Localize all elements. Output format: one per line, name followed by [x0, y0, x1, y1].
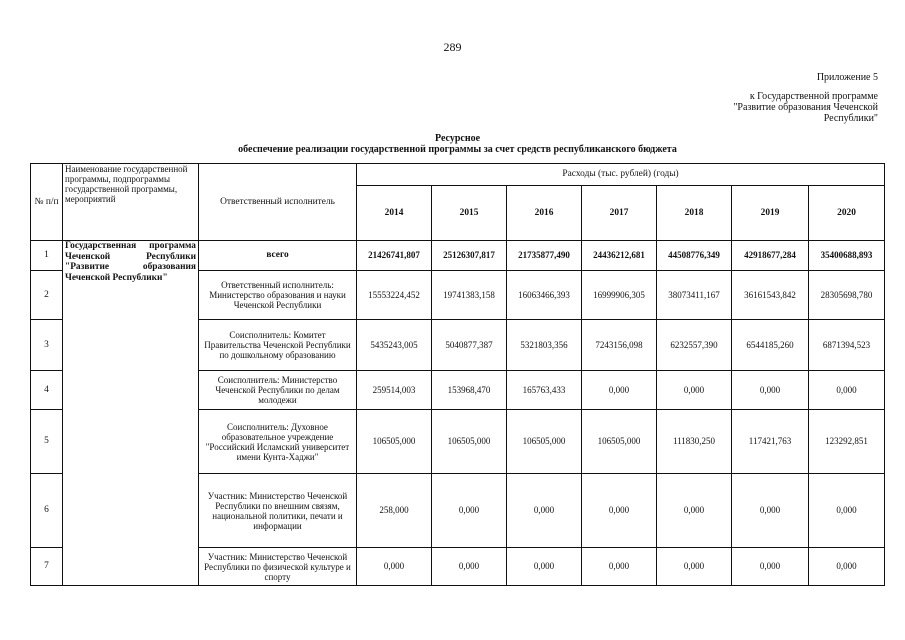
title-line-2: обеспечение реализации государственной программы за счет средств республиканского бюджета [238, 144, 677, 155]
row-value: 0,000 [582, 548, 657, 586]
budget-table [30, 163, 885, 586]
appendix-line-2: "Развитие образования Чеченской [733, 102, 878, 113]
row-value: 111830,250 [657, 410, 732, 474]
row-executor: Соисполнитель: Духовное образовательное учреждение "Российский Исламский университет имени Кунта-Хаджи" [199, 410, 357, 474]
row-value: 0,000 [732, 474, 809, 548]
row-value: 0,000 [507, 548, 582, 586]
row-value: 0,000 [657, 371, 732, 410]
row-value: 6871394,523 [809, 320, 885, 371]
header-year: 2014 [357, 186, 432, 241]
row-executor: Соисполнитель: Комитет Правительства Чеченской Республики по дошкольному образованию [199, 320, 357, 371]
row-value: 106505,000 [582, 410, 657, 474]
row-value: 106505,000 [432, 410, 507, 474]
row-num: 2 [31, 271, 63, 320]
row-value: 5040877,387 [432, 320, 507, 371]
row-value: 123292,851 [809, 410, 885, 474]
row-value: 38073411,167 [657, 271, 732, 320]
row-value: 19741383,158 [432, 271, 507, 320]
row-value: 28305698,780 [809, 271, 885, 320]
row-num: 6 [31, 474, 63, 548]
row-value: 0,000 [657, 548, 732, 586]
header-num: № п/п [31, 164, 63, 241]
header-executor: Ответственный исполнитель [199, 164, 357, 241]
row-value: 0,000 [582, 474, 657, 548]
row-value: 21426741,807 [357, 241, 432, 271]
row-value: 36161543,842 [732, 271, 809, 320]
row-executor: Соисполнитель: Министерство Чеченской Республики по делам молодежи [199, 371, 357, 410]
row-value: 0,000 [809, 371, 885, 410]
header-year: 2017 [582, 186, 657, 241]
row-value: 35400688,893 [809, 241, 885, 271]
row-value: 5435243,005 [357, 320, 432, 371]
row-num: 1 [31, 241, 63, 271]
row-value: 25126307,817 [432, 241, 507, 271]
row-value: 0,000 [582, 371, 657, 410]
row-value: 6544185,260 [732, 320, 809, 371]
row-value: 0,000 [732, 371, 809, 410]
row-num: 5 [31, 410, 63, 474]
page-number: 289 [443, 40, 462, 54]
program-name: Государственная программа Чеченской Республики "Развитие образования Чеченской Республики" [63, 241, 199, 586]
row-value: 0,000 [732, 548, 809, 586]
header-row-1 [31, 164, 885, 186]
table-row [31, 241, 885, 271]
row-value: 0,000 [357, 548, 432, 586]
row-num: 4 [31, 371, 63, 410]
appendix-line-1: к Государственной программе [749, 91, 878, 102]
row-value: 21735877,490 [507, 241, 582, 271]
row-executor: Участник: Министерство Чеченской Республики по физической культуре и спорту [199, 548, 357, 586]
header-year: 2018 [657, 186, 732, 241]
row-value: 0,000 [657, 474, 732, 548]
row-value: 117421,763 [732, 410, 809, 474]
appendix-line-3: Республики" [823, 113, 878, 124]
row-value: 0,000 [432, 474, 507, 548]
row-value: 24436212,681 [582, 241, 657, 271]
document-title [0, 133, 905, 155]
row-value: 165763,433 [507, 371, 582, 410]
row-executor: Ответственный исполнитель: Министерство образования и науки Чеченской Республики [199, 271, 357, 320]
header-year: 2015 [432, 186, 507, 241]
row-value: 106505,000 [507, 410, 582, 474]
header-year: 2016 [507, 186, 582, 241]
row-value: 7243156,098 [582, 320, 657, 371]
row-num: 7 [31, 548, 63, 586]
row-value: 0,000 [432, 548, 507, 586]
row-value: 44508776,349 [657, 241, 732, 271]
row-value: 258,000 [357, 474, 432, 548]
row-num: 3 [31, 320, 63, 371]
row-value: 0,000 [507, 474, 582, 548]
header-year: 2019 [732, 186, 809, 241]
row-value: 15553224,452 [357, 271, 432, 320]
row-value: 6232557,390 [657, 320, 732, 371]
row-value: 5321803,356 [507, 320, 582, 371]
row-value: 106505,000 [357, 410, 432, 474]
title-line-1: Ресурсное [434, 133, 481, 144]
row-value: 259514,003 [357, 371, 432, 410]
row-executor: Участник: Министерство Чеченской Республики по внешним связям, национальной политики, печати и информации [199, 474, 357, 548]
appendix-label: Приложение 5 [816, 72, 878, 83]
row-executor: всего [199, 241, 357, 271]
header-year: 2020 [809, 186, 885, 241]
row-value: 42918677,284 [732, 241, 809, 271]
row-value: 16999906,305 [582, 271, 657, 320]
row-value: 153968,470 [432, 371, 507, 410]
row-value: 0,000 [809, 548, 885, 586]
row-value: 16063466,393 [507, 271, 582, 320]
row-value: 0,000 [809, 474, 885, 548]
header-name: Наименование государственной программы, подпрограммы государственной программы, мероприятий [63, 164, 199, 241]
header-expenses: Расходы (тыс. рублей) (годы) [357, 164, 885, 186]
